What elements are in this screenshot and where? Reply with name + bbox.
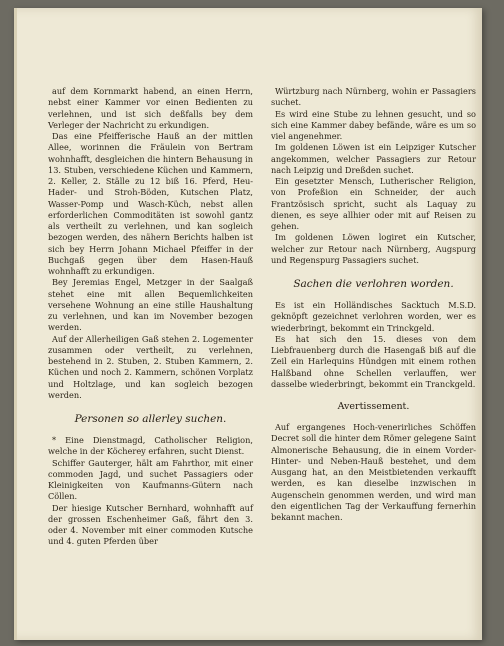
ad-paragraph: Es wird eine Stube zu lehnen gesucht, und so sich eine Kammer dabey befände, wäre es um so viel angenehmer. [271, 108, 476, 141]
ad-paragraph: Auf ergangenes Hoch-venerirliches Schöffen Decret soll die hinter dem Römer gelegene Saint Almonerische Behausung, die in einem Vorder- Hinter- und Neben-Hauß bestehet, und dem Ausgang hat, an den Meistbietenden verkaufft werden, es kan dieselbe inzwischen in Augenschein genommen werden, und wird man den eigentlichen Tag der Verkauffung fernerhin bekannt machen. [271, 422, 476, 522]
right-column [271, 86, 476, 523]
ad-paragraph: Im goldenen Löwen ist ein Leipziger Kutscher angekommen, welcher Passagiers zur Retour nach Leipzig und Dreßden suchet. [271, 142, 476, 175]
ad-paragraph: Das eine Pfeifferische Hauß an der mittlen Allee, worinnen die Fräulein von Bertram wohnhafft, desgleichen die hintern Behausung in 13. Stuben, verschiedene Küchen und Kammern, 2. Keller, 2. Ställe zu 12 biß 16. Pferd, Heu- Hader- und Stroh-Böden, Kutschen Platz, Wasser-Pomp und Wasch-Küch, nebst allen erforderlichen Commoditäten ist sowohl gantz als vertheilt zu verlehnen, und kan sogleich bezogen werden, des nähern Berichts halben ist sich bey Herrn Johann Michael Pfeiffer in der Buchgaß gegen über dem Hasen-Hauß wohnhafft zu erkundigen. [48, 131, 253, 276]
ad-paragraph: Schiffer Gauterger, hält am Fahrthor, mit einer commoden Jagd, und suchet Passagiers oder Kleinigkeiten von Kaufmanns-Gütern nach Cöllen. [48, 457, 253, 502]
ad-paragraph: Es hat sich den 15. dieses von dem Liebfrauenberg durch die Hasengaß biß auf die Zeil ein Harlequins Hündgen mit einem rothen Halßband ohne Schellen verlauffen, wer dasselbe wiederbringt, bekommt ein Tranckgeld. [271, 333, 476, 389]
ad-paragraph: Im goldenen Löwen logiret ein Kutscher, welcher zur Retour nach Nürnberg, Augspurg und Regenspurg Passagiers suchet. [271, 232, 476, 265]
ad-paragraph: * Eine Dienstmagd, Catholischer Religion, welche in der Köcherey erfahren, sucht Dienst. [48, 435, 253, 457]
ad-paragraph: auf dem Kornmarkt habend, an einen Herrn, nebst einer Kammer vor einen Bedienten zu verlehnen, und ist sich deßfalls bey dem Verleger der Nachricht zu erkundigen. [48, 86, 253, 130]
section-heading-avertissement: Avertissement. [337, 401, 410, 412]
newspaper-page [14, 8, 482, 640]
section-heading-lost-items: Sachen die verlohren worden. [293, 278, 454, 290]
left-column [48, 86, 253, 548]
ad-paragraph: Bey Jeremias Engel, Metzger in der Saalgaß stehet eine mit allen Bequemlichkeiten versehene Wohnung an eine stille Haushaltung zu verlehnen, und kan im November bezogen werden. [48, 277, 253, 333]
ad-paragraph: Ein gesetzter Mensch, Lutherischer Religion, von Profeßion ein Schneider, der auch Frantzösisch spricht, sucht als Laquay zu dienen, es seye allhier oder mit auf Reisen zu gehen. [271, 176, 476, 231]
ad-paragraph: Es ist ein Holländisches Sacktuch M.S.D. geknöpft gezeichnet verlohren worden, wer es wiederbringt, bekommt ein Trinckgeld. [271, 300, 476, 333]
ad-paragraph: Würtzburg nach Nürnberg, wohin er Passagiers suchet. [271, 86, 476, 108]
section-heading-persons-seeking: Personen so allerley suchen. [74, 413, 227, 425]
page-edge [14, 8, 17, 640]
ad-paragraph: Der hiesige Kutscher Bernhard, wohnhafft auf der grossen Eschenheimer Gaß, fährt den 3. oder 4. November mit einer commoden Kutsche und 4. guten Pferden über [48, 502, 253, 547]
ad-paragraph: Auf der Allerheiligen Gaß stehen 2. Logementer zusammen oder vertheilt, zu verlehnen, bestehend in 2. Stuben, 2. Stuben Kammern, 2. Küchen und noch 2. Kammern, schönen Vorplatz und Holtzlage, und kan sogleich bezogen werden. [48, 333, 253, 400]
